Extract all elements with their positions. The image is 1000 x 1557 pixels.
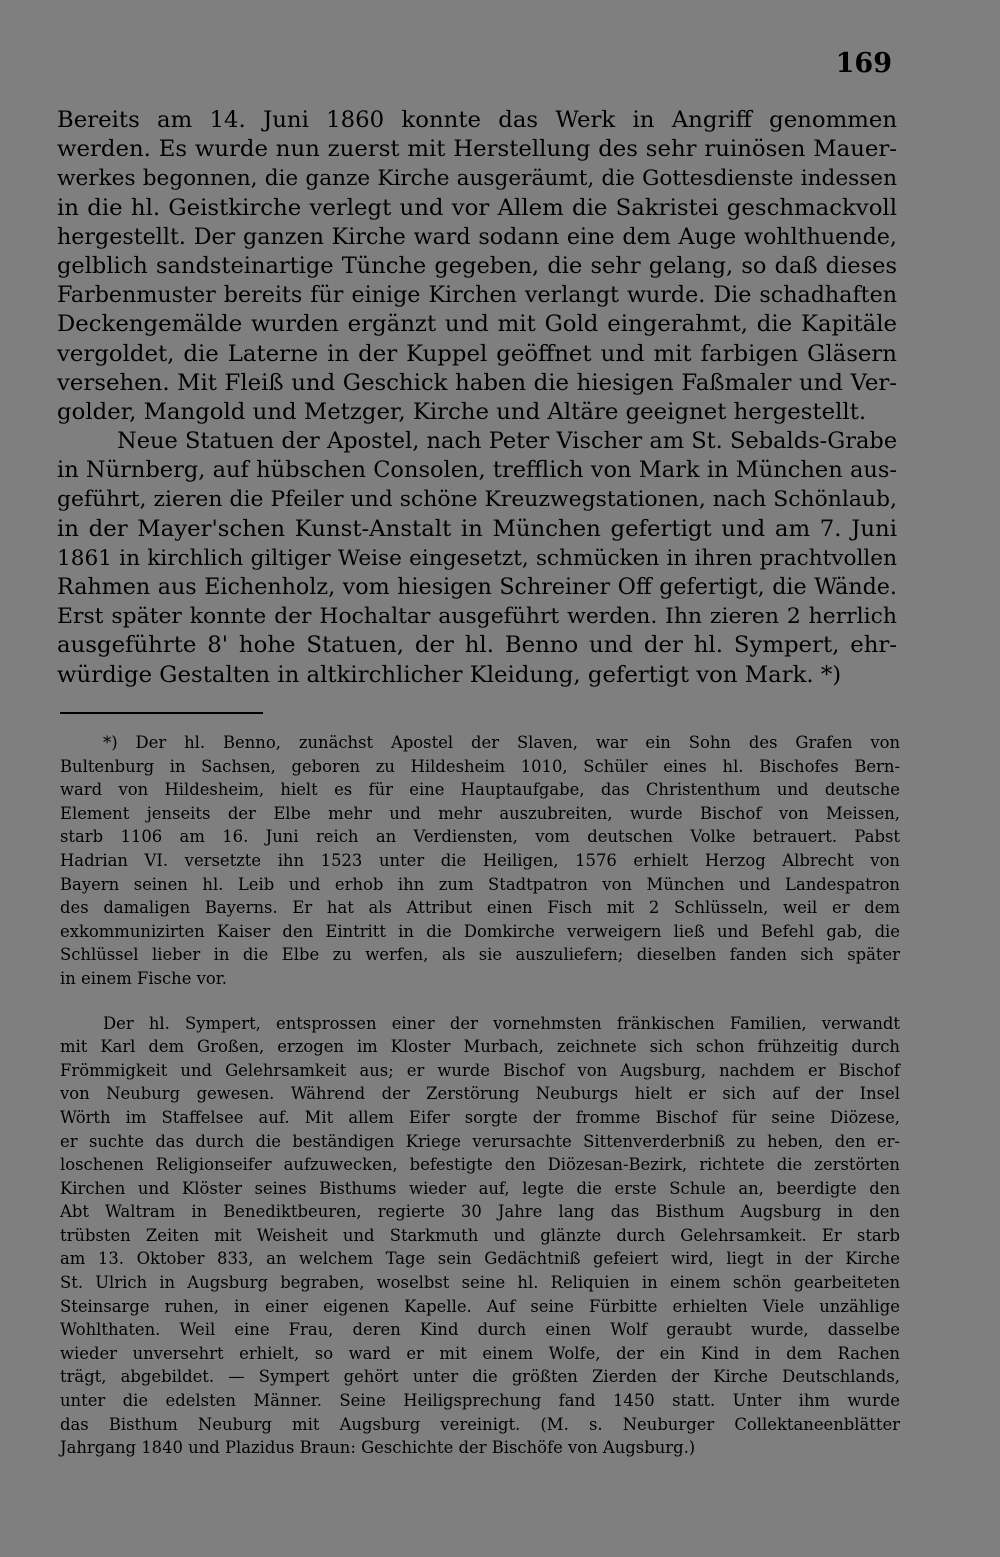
text-line: Erst später konnte der Hochaltar ausgeführt werden. Ihn zieren 2 herrlich <box>57 604 897 630</box>
text-line: vergoldet, die Laterne in der Kuppel geöffnet und mit farbigen Gläsern <box>57 340 897 367</box>
text-line: in die hl. Geistkirche verlegt und vor Allem die Sakristei geschmackvoll <box>57 194 897 221</box>
text-line: hergestellt. Der ganzen Kirche ward sodann eine dem Auge wohlthuende, <box>57 223 897 250</box>
text-line: werkes begonnen, die ganze Kirche ausgeräumt, die Gottesdienste indessen <box>57 166 897 192</box>
footnote-line: Schlüssel lieber in die Elbe zu werfen, als sie auszuliefern; dieselben fanden sich später <box>60 945 900 965</box>
footnotes <box>60 731 900 1460</box>
text-line: in der Mayer'schen Kunst-Anstalt in München gefertigt und am 7. Juni <box>57 515 897 542</box>
text-line: Neue Statuen der Apostel, nach Peter Vischer am St. Sebalds-Grabe <box>117 428 898 455</box>
footnote-line: Bayern seinen hl. Leib und erhob ihn zum Stadtpatron von München und Landespatron <box>60 874 900 894</box>
page-number: 169 <box>835 48 892 79</box>
footnote-line: von Neuburg gewesen. Während der Zerstörung Neuburgs hielt er sich auf der Insel <box>60 1084 900 1104</box>
footnote-sympert <box>60 1012 900 1460</box>
footnote-line: Frömmigkeit und Gelehrsamkeit aus; er wurde Bischof von Augsburg, nachdem er Bischof <box>60 1060 900 1080</box>
footnote-line: exkommunizirten Kaiser den Eintritt in die Domkirche verweigern ließ und Befehl gab, die <box>60 921 900 941</box>
text-line: Farbenmuster bereits für einige Kirchen verlangt wurde. Die schadhaften <box>57 282 897 309</box>
footnote-line: Hadrian VI. versetzte ihn 1523 unter die Heiligen, 1576 erhielt Herzog Albrecht von <box>60 850 900 870</box>
paragraph-gap <box>60 991 900 1012</box>
footnote-line: wieder unversehrt erhielt, so ward er mit einem Wolfe, der ein Kind in dem Rachen <box>60 1343 900 1363</box>
text-line: würdige Gestalten in altkirchlicher Kleidung, gefertigt von Mark. *) <box>57 661 842 688</box>
text-line: Bereits am 14. Juni 1860 konnte das Werk in Angriff genommen <box>57 107 897 133</box>
footnote-line: Der hl. Sympert, entsprossen einer der vornehmsten fränkischen Familien, verwandt <box>103 1013 900 1033</box>
footnote-line: Kirchen und Klöster seines Bisthums wieder auf, legte die erste Schule an, beerdigte den <box>60 1178 900 1198</box>
footnote-line: mit Karl dem Großen, erzogen im Kloster Murbach, zeichnete sich schon frühzeitig durch <box>60 1037 900 1057</box>
text-line: 1861 in kirchlich giltiger Weise eingesetzt, schmücken in ihren prachtvollen <box>57 545 897 571</box>
footnote-line: unter die edelsten Männer. Seine Heiligsprechung fand 1450 statt. Unter ihm wurde <box>60 1391 900 1411</box>
footnote-line: Wohlthaten. Weil eine Frau, deren Kind durch einen Wolf geraubt wurde, dasselbe <box>60 1320 900 1340</box>
footnote-line: trübsten Zeiten mit Weisheit und Starkmuth und glänzte durch Gelehrsamkeit. Er starb <box>60 1225 900 1245</box>
footnote-line: ward von Hildesheim, hielt es für eine Hauptaufgabe, das Christenthum und deutsche <box>60 780 900 800</box>
text-line: versehen. Mit Fleiß und Geschick haben die hiesigen Faßmaler und Ver- <box>57 369 897 396</box>
text-line: Deckengemälde wurden ergänzt und mit Gold eingerahmt, die Kapitäle <box>57 311 897 338</box>
footnote-divider <box>60 712 263 714</box>
footnote-line: Bultenburg in Sachsen, geboren zu Hildesheim 1010, Schüler eines hl. Bischofes Bern- <box>60 756 900 776</box>
footnote-line: Abt Waltram in Benediktbeuren, regierte 30 Jahre lang das Bisthum Augsburg in den <box>60 1202 900 1222</box>
text-line: ausgeführte 8' hohe Statuen, der hl. Benno und der hl. Sympert, ehr- <box>57 632 897 659</box>
main-text <box>57 106 897 690</box>
text-line: geführt, zieren die Pfeiler und schöne Kreuzwegstationen, nach Schönlaub, <box>57 487 897 513</box>
footnote-line: er suchte das durch die beständigen Kriege verursachte Sittenverderbniß zu heben, den er- <box>60 1131 900 1151</box>
footnote-line: das Bisthum Neuburg mit Augsburg vereinigt. (M. s. Neuburger Collektaneenblätter <box>60 1414 900 1434</box>
text-line: werden. Es wurde nun zuerst mit Herstellung des sehr ruinösen Mauer- <box>57 136 897 163</box>
footnote-line: am 13. Oktober 833, an welchem Tage sein Gedächtniß gefeiert wird, liegt in der Kirche <box>60 1249 900 1269</box>
text-line: Rahmen aus Eichenholz, vom hiesigen Schreiner Off gefertigt, die Wände. <box>57 574 897 600</box>
footnote-line: trägt, abgebildet. — Sympert gehört unter die größten Zierden der Kirche Deutschlands, <box>60 1367 900 1387</box>
footnote-line: Steinsarge ruhen, in einer eigenen Kapelle. Auf seine Fürbitte erhielten Viele unzählige <box>60 1296 900 1316</box>
footnote-line: *) Der hl. Benno, zunächst Apostel der Slaven, war ein Sohn des Grafen von <box>103 733 900 752</box>
text-line: in Nürnberg, auf hübschen Consolen, trefflich von Mark in München aus- <box>57 457 897 484</box>
footnote-line: in einem Fische vor. <box>60 968 228 988</box>
footnote-line: Jahrgang 1840 und Plazidus Braun: Geschichte der Bischöfe von Augsburg.) <box>60 1438 696 1458</box>
footnote-line: loschenen Religionseifer aufzuwecken, befestigte den Diözesan-Bezirk, richtete die zerstörten <box>60 1155 900 1175</box>
footnote-line: St. Ulrich in Augsburg begraben, woselbst seine hl. Reliquien in einem schön gearbeiteten <box>60 1273 900 1293</box>
footnote-benno <box>60 731 900 991</box>
footnote-line: des damaligen Bayerns. Er hat als Attribut einen Fisch mit 2 Schlüsseln, weil er dem <box>60 898 900 918</box>
text-line: gelblich sandsteinartige Tünche gegeben, die sehr gelang, so daß dieses <box>57 252 897 279</box>
footnote-line: Wörth im Staffelsee auf. Mit allem Eifer sorgte der fromme Bischof für seine Diözese, <box>60 1107 900 1127</box>
footnote-line: Element jenseits der Elbe mehr und mehr auszubreiten, wurde Bischof von Meissen, <box>60 803 900 823</box>
text-line: golder, Mangold und Metzger, Kirche und Altäre geeignet hergestellt. <box>57 398 867 425</box>
footnote-line: starb 1106 am 16. Juni reich an Verdiensten, vom deutschen Volke betrauert. Pabst <box>60 827 900 847</box>
